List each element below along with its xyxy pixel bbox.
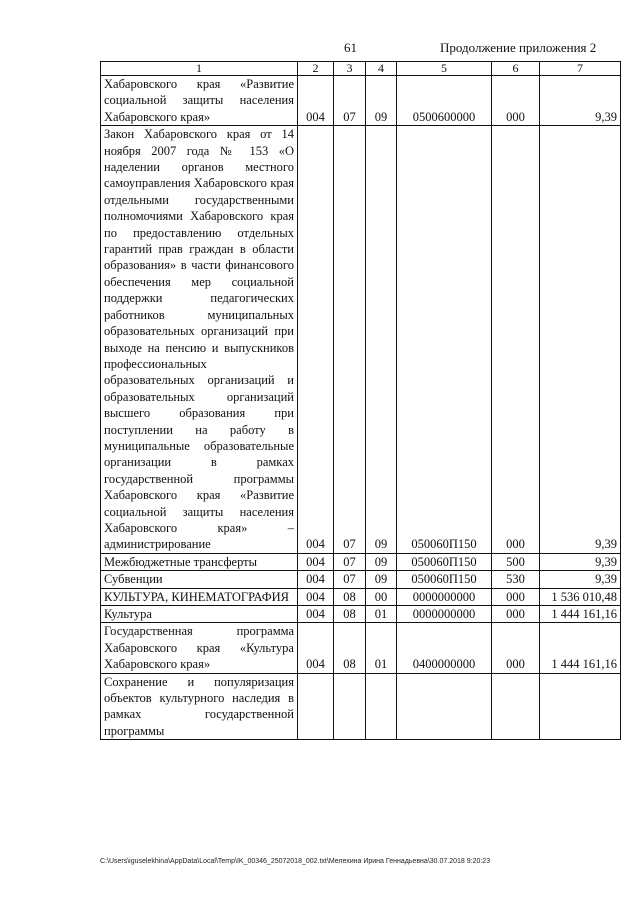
table-header-row [101, 62, 621, 76]
cell-target-article [397, 673, 492, 740]
column-header: 4 [366, 62, 397, 76]
cell-target-article: 050060П150 [397, 126, 492, 554]
row-name: Закон Хабаровского края от 14 ноября 2007 года № 153 «О наделении органов местного самоуправления Хабаровского края отдельными государственными полномочиями Хабаровского края по предоставлению отдельных гарантий прав граждан в области образования» в части финансового обеспечения мер социальной поддержки педагогических работников муниципальных образовательных организаций при выходе на пенсию и выпускников профессиональных образовательных организаций и образовательных организаций высшего образования при поступлении на работу в муниципальные образовательные организации в рамках государственной программы Хабаровского края «Развитие социальной защиты населения Хабаровского края» – администрирование [101, 126, 298, 554]
column-header: 5 [397, 62, 492, 76]
cell-target-article: 0400000000 [397, 623, 492, 673]
row-name: Государственная программа Хабаровского края «Культура Хабаровского края» [101, 623, 298, 673]
cell-ministry: 004 [298, 623, 334, 673]
table-row [101, 673, 621, 740]
cell-section: 07 [334, 126, 366, 554]
page-number: 61 [344, 40, 357, 55]
cell-amount: 9,39 [540, 553, 621, 570]
cell-section: 08 [334, 588, 366, 605]
cell-ministry [298, 673, 334, 740]
file-path-footer: C:\Users\iguselekhina\AppData\Local\Temp\IK_00346_25072018_002.txt\Мелехина Ирина Геннадьевна\30.07.2018 9:20:23 [100, 858, 491, 865]
cell-expense-type: 000 [492, 606, 540, 623]
table-row [101, 126, 621, 554]
row-name: Субвенции [101, 571, 298, 588]
cell-amount: 9,39 [540, 76, 621, 126]
cell-target-article: 0500600000 [397, 76, 492, 126]
budget-table [100, 61, 621, 740]
cell-expense-type [492, 673, 540, 740]
column-header: 3 [334, 62, 366, 76]
row-name: Сохранение и популяризация объектов культурного наследия в рамках государственной программы [101, 673, 298, 740]
column-header: 6 [492, 62, 540, 76]
cell-ministry: 004 [298, 76, 334, 126]
continuation-label: Продолжение приложения 2 [440, 40, 597, 55]
cell-section: 07 [334, 553, 366, 570]
cell-amount: 9,39 [540, 126, 621, 554]
cell-amount [540, 673, 621, 740]
cell-expense-type: 530 [492, 571, 540, 588]
table-row [101, 606, 621, 623]
column-header: 1 [101, 62, 298, 76]
cell-expense-type: 000 [492, 623, 540, 673]
cell-amount: 1 536 010,48 [540, 588, 621, 605]
cell-subsection: 09 [366, 553, 397, 570]
cell-amount: 9,39 [540, 571, 621, 588]
column-header: 2 [298, 62, 334, 76]
cell-ministry: 004 [298, 126, 334, 554]
cell-target-article: 0000000000 [397, 606, 492, 623]
cell-subsection: 01 [366, 623, 397, 673]
cell-subsection: 00 [366, 588, 397, 605]
cell-section [334, 673, 366, 740]
table-row [101, 588, 621, 605]
cell-subsection [366, 673, 397, 740]
cell-ministry: 004 [298, 553, 334, 570]
cell-expense-type: 500 [492, 553, 540, 570]
cell-expense-type: 000 [492, 76, 540, 126]
cell-amount: 1 444 161,16 [540, 623, 621, 673]
cell-ministry: 004 [298, 588, 334, 605]
table-row [101, 76, 621, 126]
cell-ministry: 004 [298, 571, 334, 588]
row-name: Хабаровского края «Развитие социальной защиты населения Хабаровского края» [101, 76, 298, 126]
cell-subsection: 09 [366, 126, 397, 554]
cell-target-article: 050060П150 [397, 553, 492, 570]
cell-section: 08 [334, 623, 366, 673]
cell-ministry: 004 [298, 606, 334, 623]
cell-expense-type: 000 [492, 588, 540, 605]
cell-section: 07 [334, 76, 366, 126]
cell-expense-type: 000 [492, 126, 540, 554]
cell-section: 07 [334, 571, 366, 588]
cell-subsection: 09 [366, 76, 397, 126]
row-name: Культура [101, 606, 298, 623]
cell-amount: 1 444 161,16 [540, 606, 621, 623]
cell-target-article: 0000000000 [397, 588, 492, 605]
row-name: КУЛЬТУРА, КИНЕМАТОГРАФИЯ [101, 588, 298, 605]
row-name: Межбюджетные трансферты [101, 553, 298, 570]
cell-section: 08 [334, 606, 366, 623]
cell-subsection: 09 [366, 571, 397, 588]
table-row [101, 553, 621, 570]
table-row [101, 623, 621, 673]
cell-subsection: 01 [366, 606, 397, 623]
table-row [101, 571, 621, 588]
column-header: 7 [540, 62, 621, 76]
cell-target-article: 050060П150 [397, 571, 492, 588]
